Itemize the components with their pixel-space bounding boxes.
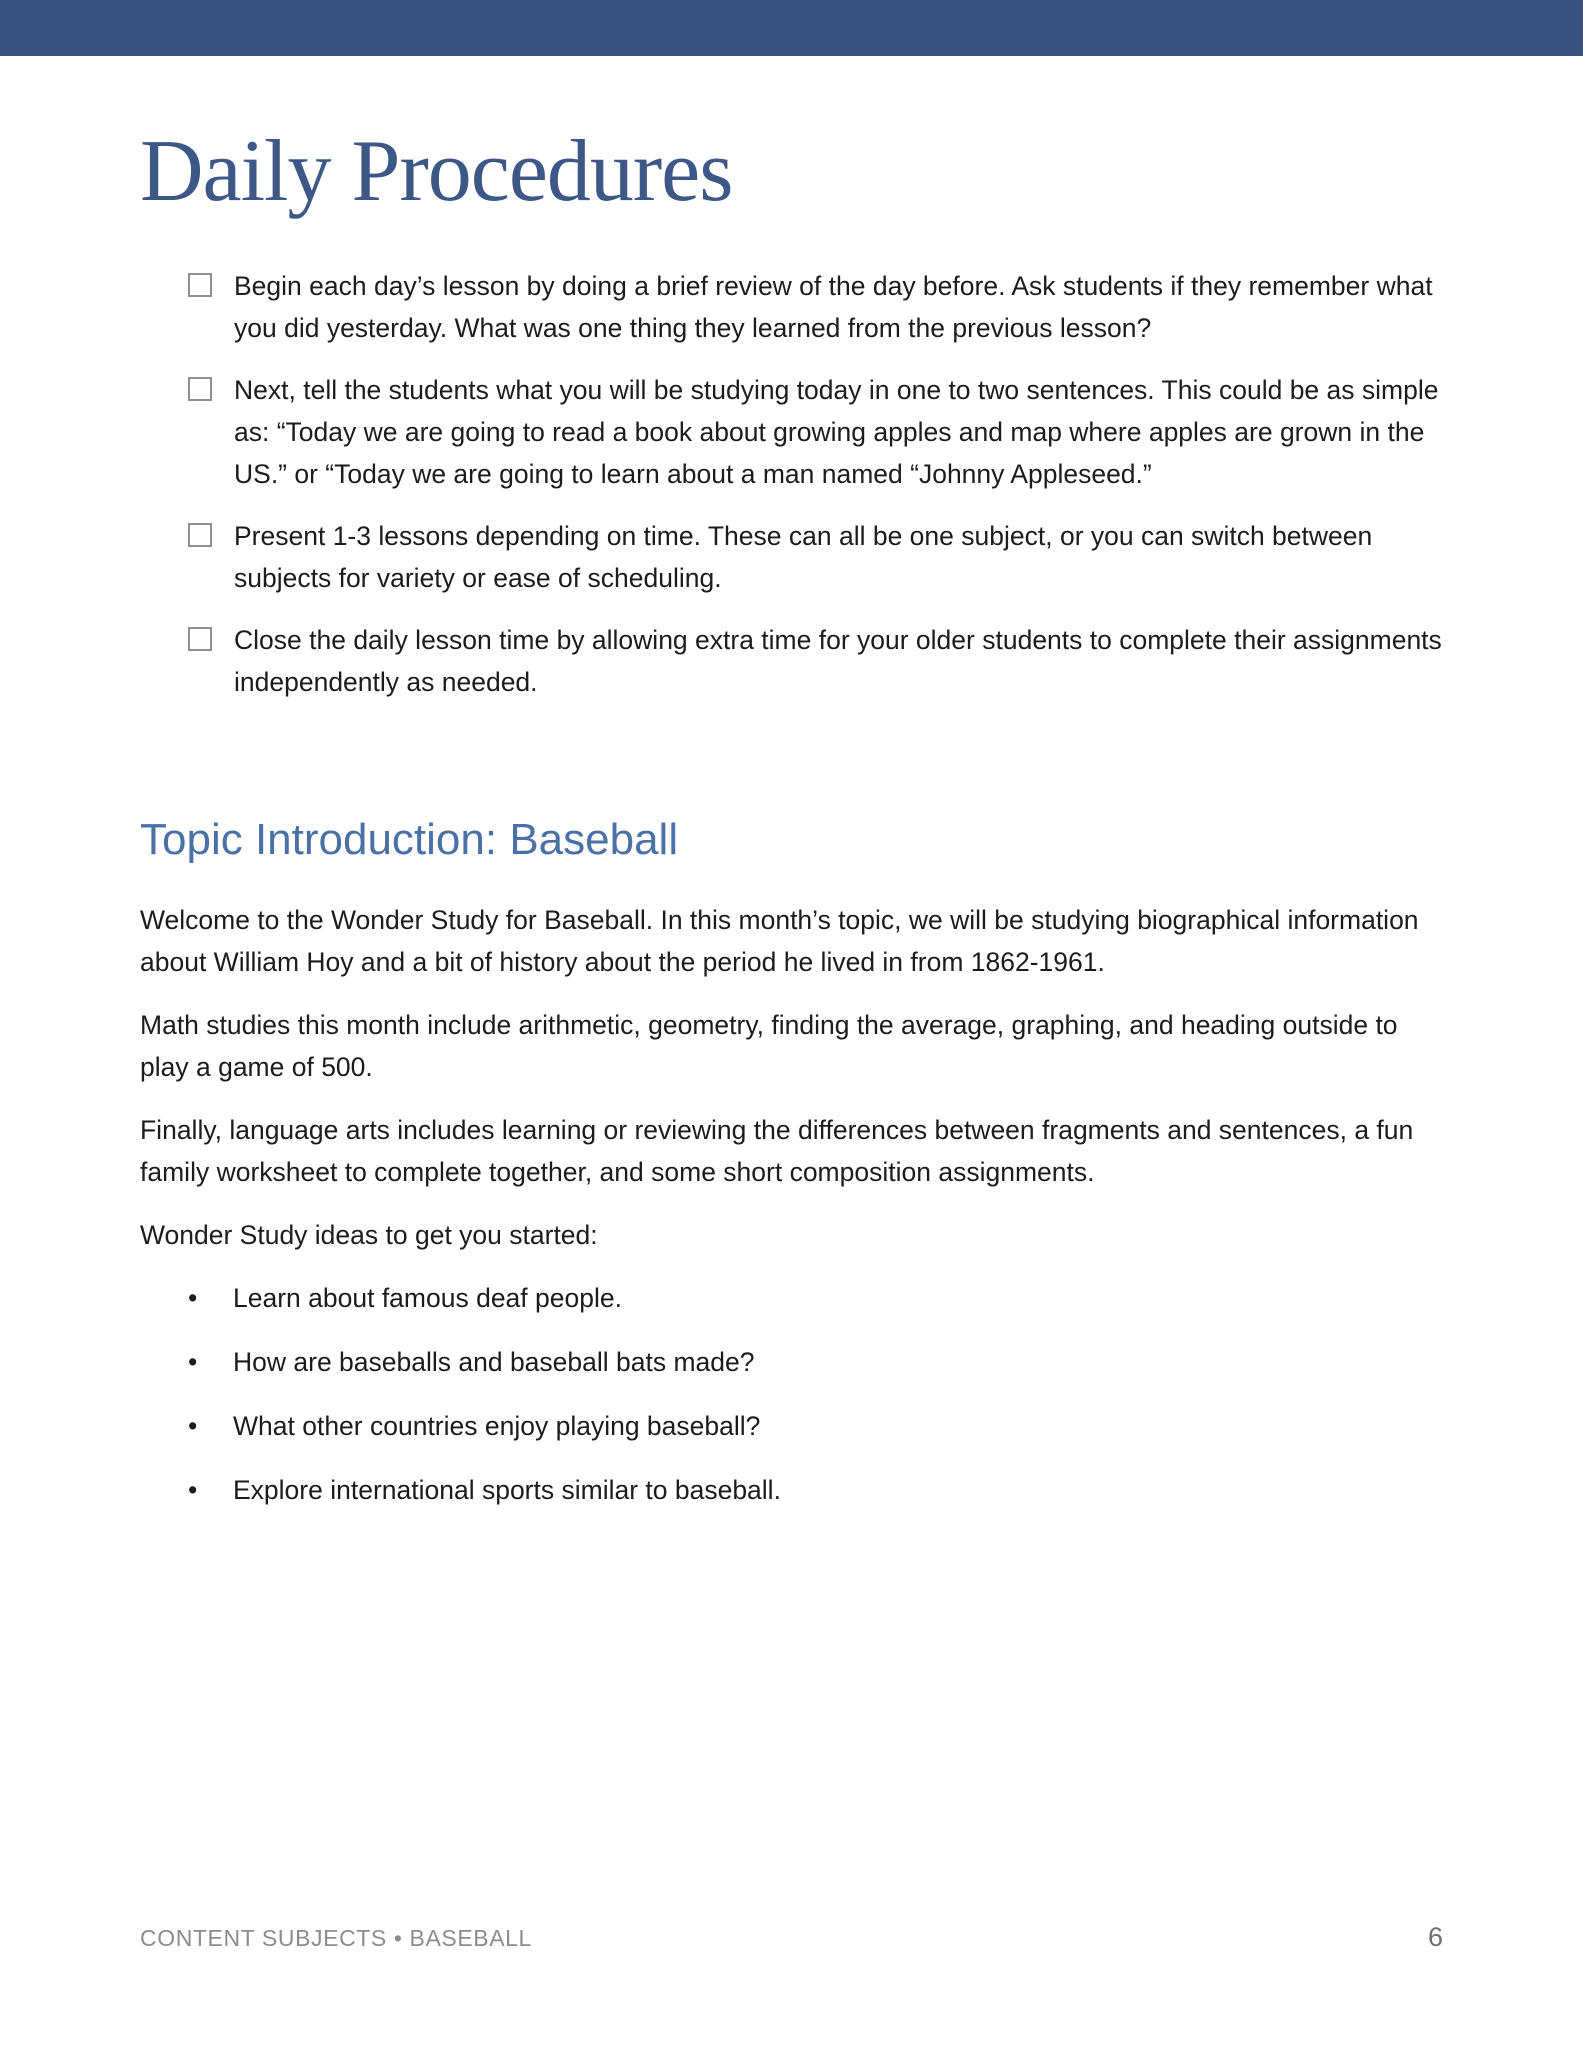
- list-item: [140, 1405, 1443, 1447]
- checklist-item: [140, 369, 1443, 495]
- intro-paragraph: Finally, language arts includes learning or reviewing the differences between fragments and sentences, a fun family worksheet to complete together, and some short composition assignments.: [140, 1115, 1414, 1188]
- list-item: [140, 1277, 1443, 1319]
- list-item: [140, 1469, 1443, 1511]
- bullet-icon: •: [188, 1475, 198, 1506]
- checklist-item: [140, 619, 1443, 703]
- intro-paragraph: Math studies this month include arithmetic, geometry, finding the average, graphing, and heading outside to play a game of 500.: [140, 1010, 1398, 1083]
- list-item: [140, 1341, 1443, 1383]
- page-title: Daily Procedures: [140, 123, 733, 220]
- checklist-item: [140, 265, 1443, 349]
- intro-paragraph: Wonder Study ideas to get you started:: [140, 1220, 598, 1251]
- section-heading: Topic Introduction: Baseball: [140, 814, 679, 864]
- list-item-text: Explore international sports similar to baseball.: [233, 1475, 781, 1506]
- list-item-text: How are baseballs and baseball bats made?: [233, 1347, 755, 1378]
- daily-procedures-checklist: [140, 265, 1443, 703]
- bullet-icon: •: [188, 1347, 198, 1378]
- page-content: [0, 124, 1583, 1511]
- wonder-study-ideas-list: [140, 1277, 1443, 1511]
- list-item-text: Learn about famous deaf people.: [233, 1283, 622, 1314]
- page-number: 6: [1427, 1922, 1443, 1952]
- header-bar: [0, 0, 1583, 56]
- checklist-item-text: Close the daily lesson time by allowing extra time for your older students to complete their assignments independently as needed.: [234, 624, 1442, 697]
- checkbox-icon: [188, 377, 212, 401]
- list-item-text: What other countries enjoy playing baseball?: [233, 1411, 761, 1442]
- page-footer: [140, 1922, 1443, 1953]
- checkbox-icon: [188, 273, 212, 297]
- bullet-icon: •: [188, 1283, 198, 1314]
- footer-breadcrumb: CONTENT SUBJECTS • BASEBALL: [140, 1925, 532, 1951]
- bullet-icon: •: [188, 1411, 198, 1442]
- checkbox-icon: [188, 523, 212, 547]
- checklist-item: [140, 515, 1443, 599]
- checkbox-icon: [188, 627, 212, 651]
- checklist-item-text: Next, tell the students what you will be studying today in one to two sentences. This could be as simple as: “Today we are going to read a book about growing apples and map where apples are grown in the US.” or “Today we are going to learn about a man named “Johnny Appleseed.”: [234, 374, 1439, 489]
- checklist-item-text: Present 1-3 lessons depending on time. These can all be one subject, or you can switch between subjects for variety or ease of scheduling.: [234, 520, 1373, 593]
- checklist-item-text: Begin each day’s lesson by doing a brief review of the day before. Ask students if they remember what you did yesterday. What was one thing they learned from the previous lesson?: [234, 270, 1433, 343]
- intro-paragraph: Welcome to the Wonder Study for Baseball. In this month’s topic, we will be studying biographical information about William Hoy and a bit of history about the period he lived in from 1862-1961.: [140, 905, 1419, 978]
